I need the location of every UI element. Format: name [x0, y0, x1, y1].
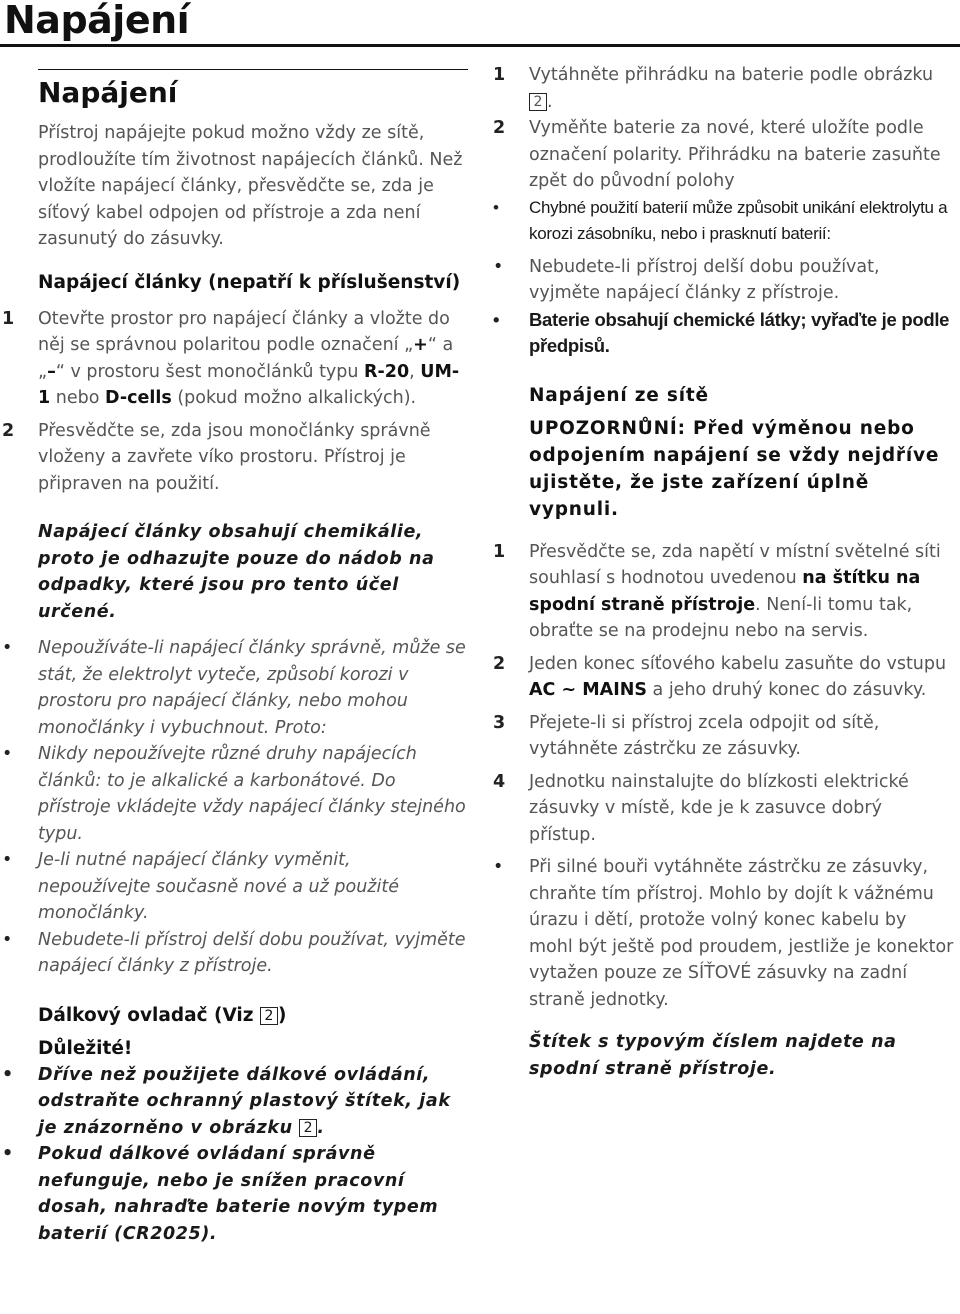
figure-ref-box: 2: [260, 1007, 278, 1025]
remote-step-2: [493, 115, 954, 195]
bullet-text: Pokud dálkové ovládaní správně nefunguje, nebo je snížen pracovní dosah, nahraďte baterie novým typem baterií (CR2025).: [38, 1144, 439, 1244]
battery-type-r20: R-20: [364, 361, 410, 382]
remote-heading-text: ): [277, 1004, 287, 1026]
batteries-heading: Napájecí články (nepatří k příslušenství): [38, 271, 461, 293]
mains-step-3: [493, 710, 954, 763]
warning-bullet: [2, 927, 468, 980]
remote-heading-text: Dálkový ovladač (Viz: [38, 1004, 260, 1026]
bullet-dot: •: [493, 857, 504, 877]
step-text: Přejete-li si přístroj zcela odpojit od sítě, vytáhněte zástrčku ze zásuvky.: [529, 712, 880, 759]
remote-step-1: [493, 62, 954, 115]
remote-bullet: [2, 1141, 468, 1247]
bullet-dot: •: [2, 850, 13, 870]
step-text: Jeden konec síťového kabelu zasuňte do vstupu: [529, 653, 947, 674]
bullet-dot: •: [2, 1144, 14, 1164]
header-rule: [0, 44, 960, 47]
battery-step-1: [2, 306, 468, 412]
intro-paragraph: Přístroj napájejte pokud možno vždy ze sítě, prodloužíte tím životnost napájecích článků. Než vložíte napájecí články, přesvědčte se, zda je síťový kabel odpojen od přístroje a zda není zasunutý do zásuvky.: [38, 123, 463, 249]
battery-step-2: [2, 418, 468, 498]
column-rule: [38, 69, 468, 70]
warning-bullet: [2, 847, 468, 927]
figure-ref-box: 2: [299, 1119, 317, 1137]
warning-bullet: [2, 741, 468, 847]
section-heading: Napájení: [38, 76, 178, 109]
minus-symbol: –: [47, 361, 56, 382]
remote-bullet: [493, 307, 954, 360]
remote-bullet: [2, 1062, 468, 1142]
label-location: na štítku na spodní straně přístroje: [529, 568, 921, 615]
page-header-title: Napájení: [4, 0, 190, 42]
left-column: [2, 72, 468, 1247]
bullet-text: Nikdy nepoužívejte různé druhy napájecích článků: to je alkalické a karbonátové. Do přístroje vkládejte vždy napájecí články stejného typu.: [38, 744, 466, 844]
bullet-dot: •: [2, 929, 13, 950]
mains-heading: Napájení ze sítě: [529, 384, 709, 406]
warning-bullet: [2, 635, 468, 741]
caution-text: UPOZORNŮNÍ: Před výměnou nebo odpojením napájení se vždy nejdříve ujistěte, že jste zařízení úplně vypnuli.: [529, 417, 940, 520]
remote-bullet: [493, 195, 954, 248]
ac-mains-label: AC ~ MAINS: [529, 680, 647, 700]
battery-type-dcells: D-cells: [105, 388, 172, 408]
bullet-text: Při silné bouři vytáhněte zástrčku ze zásuvky, chraňte tím přístroj. Mohlo by dojít k vážnému úrazu i dětí, protože volný konec kabelu by mohl být ještě pod proudem, jestliže je konektor vytažen pouze ze SÍŤOVÉ zásuvky na zadní straně jednotky.: [529, 857, 954, 1010]
step-text: “ v prostoru šest monočlánků typu: [55, 361, 365, 382]
step-number: 2: [493, 653, 506, 674]
step-text: Jednotku nainstalujte do blízkosti elektrické zásuvky v místě, kde je k zasuvce dobrý přístup.: [529, 771, 909, 845]
storm-bullet: [493, 854, 954, 1013]
step-number: 3: [493, 712, 506, 733]
step-number: 1: [493, 65, 506, 85]
step-text: (pokud možno alkalických).: [171, 388, 417, 408]
bullet-text: Dříve než použijete dálkové ovládání, odstraňte ochranný plastový štítek, jak je znázorněno v obrázku: [38, 1064, 451, 1138]
step-text: “ a „: [38, 335, 454, 382]
type-label-note: Štítek s typovým číslem najdete na spodní straně přístroje.: [529, 1032, 897, 1079]
step-text: Vytáhněte přihrádku na baterie podle obrázku: [529, 65, 934, 85]
bullet-text: Je-li nutné napájecí články vyměnit, nepoužívejte současně nové a už použité monočlánky.: [38, 850, 399, 923]
bullet-dot: •: [493, 197, 499, 217]
step-text: .: [547, 91, 553, 112]
mains-step-4: [493, 769, 954, 849]
bullet-text: Nebudete-li přístroj delší dobu používat, vyjměte napájecí články z přístroje.: [529, 256, 880, 303]
important-label: Důležité!: [38, 1037, 133, 1059]
bullet-text: Baterie obsahují chemické látky; vyřaďte je podle předpisů.: [529, 308, 950, 356]
battery-type-um1: UM-1: [38, 361, 460, 408]
figure-ref-box: 2: [529, 93, 547, 111]
mains-step-2: [493, 651, 954, 704]
step-text: a jeho druhý konec do zásuvky.: [646, 680, 927, 700]
bullet-dot: •: [2, 744, 13, 764]
bullet-dot: •: [2, 638, 13, 658]
step-text: Přesvědčte se, zda napětí v místní světelné síti souhlasí s hodnotou uvedenou: [529, 541, 941, 588]
step-number: 2: [493, 118, 506, 138]
right-column: [489, 62, 954, 1082]
step-text: . Není-li tomu tak, obraťte se na prodejnu nebo na servis.: [529, 594, 913, 641]
chemicals-warning: Napájecí články obsahují chemikálie, proto je odhazujte pouze do nádob na odpadky, které jsou pro tento účel určené.: [38, 522, 435, 622]
step-number: 1: [2, 308, 15, 329]
step-text: Přesvědčte se, zda jsou monočlánky správně vloženy a zavřete víko prostoru. Přístroj je připraven na použití.: [38, 420, 431, 494]
bullet-text: .: [317, 1117, 325, 1138]
bullet-text: Nebudete-li přístroj delší dobu používat, vyjměte napájecí články z přístroje.: [38, 929, 466, 976]
bullet-dot: •: [493, 256, 504, 277]
step-number: 4: [493, 771, 506, 792]
bullet-dot: •: [2, 1064, 14, 1085]
step-number: 1: [493, 541, 506, 562]
bullet-dot: •: [493, 308, 500, 330]
step-text: Otevřte prostor pro napájecí články a vložte do něj se správnou polaritou podle označení „: [38, 308, 450, 355]
step-number: 2: [2, 420, 15, 441]
bullet-text: Nepoužíváte-li napájecí články správně, může se stát, že elektrolyt vyteče, způsobí korozi v prostoru pro napájecí články, nebo mohou monočlánky i vybuchnout. Proto:: [38, 638, 466, 738]
step-text: Vyměňte baterie za nové, které uložíte podle označení polarity. Přihrádku na baterie zasuňte zpět do původní polohy: [529, 118, 941, 191]
plus-symbol: +: [413, 335, 428, 355]
remote-bullet: [493, 254, 954, 307]
bullet-text: Chybné použití baterií může způsobit unikání elektrolytu a korozi zásobníku, nebo i prasknutí baterií:: [529, 197, 948, 243]
mains-step-1: [493, 539, 954, 645]
step-text: nebo: [50, 388, 105, 408]
remote-heading: [38, 1002, 468, 1029]
step-text: ,: [409, 361, 421, 382]
